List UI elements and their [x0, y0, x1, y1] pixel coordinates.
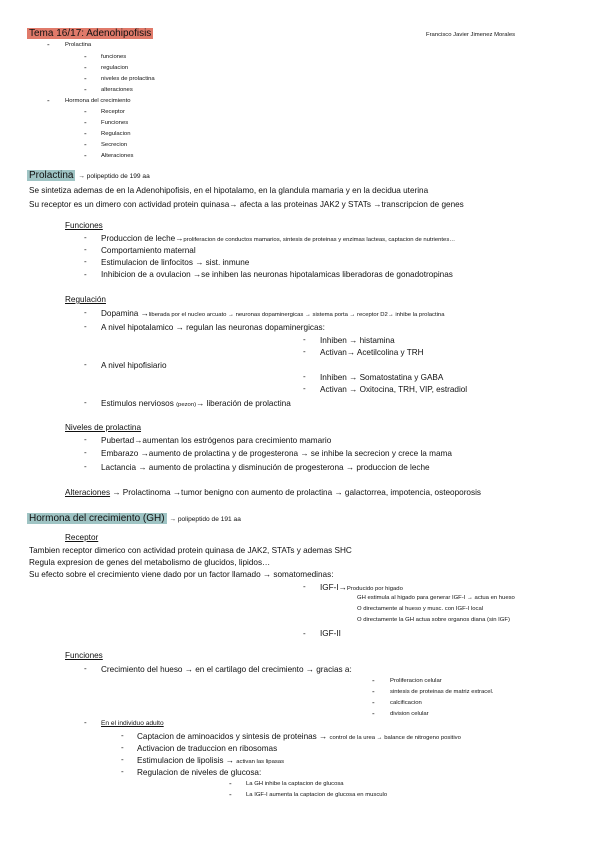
niveles-item: Pubertad→aumentan los estrógenos para crecimiento mamario	[101, 436, 332, 445]
regulacion-subitem: Inhiben → histamina	[320, 336, 395, 345]
funcion-item: Comportamiento maternal	[101, 246, 196, 255]
niveles-heading: Niveles de prolactina	[65, 423, 142, 432]
toc-subitem: alteraciones	[101, 87, 133, 93]
igf1-detail: O directamente al hueso y musc. con IGF-I local	[357, 606, 484, 612]
toc-subitem: Alteraciones	[101, 153, 134, 159]
hueso-subitem: Proliferacion celular	[390, 678, 442, 684]
regulacion-subitem: Inhiben → Somatostatina y GABA	[320, 373, 444, 382]
prolactina-heading: Prolactina → polipeptido de 199 aa	[29, 170, 150, 181]
regulacion-item: A nivel hipotalamico → regulan las neuronas dopaminergicas:	[101, 323, 325, 332]
author-name: Francisco Javier Jimenez Morales	[426, 32, 516, 38]
gh-funcion-item: Crecimiento del hueso → en el cartilago del crecimiento → gracias a:	[101, 665, 352, 674]
alteraciones-line: Alteraciones → Prolactinoma →tumor benigno con aumento de prolactina → galactorrea, impotencia, osteoporosis	[65, 488, 481, 497]
regulacion-item: Estimulos nerviosos (pezon)→ liberación de prolactina	[101, 399, 291, 408]
gh-funciones-heading: Funciones	[65, 651, 103, 660]
adulto-item: Captacion de aminoacidos y sintesis de proteinas → control de la urea → balance de nitrogeno positivo	[137, 732, 461, 741]
igf1-detail: O directamente la GH actua sobre organos diana (sin IGF)	[357, 617, 510, 623]
igf1-item: IGF-I→Producido por higado	[320, 583, 403, 592]
receptor-line-3: Su efecto sobre el crecimiento viene dado por un factor llamado → somatomedinas:	[29, 570, 334, 579]
regulacion-subitem: Activan → Oxitocina, TRH, VIP, estradiol	[320, 385, 468, 394]
prolactina-line-2: Su receptor es un dimero con actividad protein quinasa→ afecta a las proteinas JAK2 y STATs →transcripcion de genes	[29, 200, 464, 209]
toc-item: Hormona del crecimiento	[65, 98, 131, 104]
receptor-heading: Receptor	[65, 533, 99, 542]
funcion-item: Produccion de leche→proliferacion de conductos mamarios, sintesis de proteinas y enzimas lacteas, captacion de nutrientes…	[101, 234, 456, 243]
regulacion-item: A nivel hipofisiario	[101, 361, 167, 370]
toc-subitem: Regulacion	[101, 131, 131, 137]
adulto-item: Regulacion de niveles de glucosa:	[137, 768, 262, 777]
receptor-line-2: Regula expresion de genes del metabolismo de glucidos, lipidos…	[29, 558, 271, 567]
igf2-item: IGF-II	[320, 629, 341, 638]
funciones-heading: Funciones	[65, 221, 103, 230]
adulto-item: Activacion de traduccion en ribosomas	[137, 744, 278, 753]
hueso-subitem: sintesis de proteinas de matriz extracel.	[390, 689, 494, 695]
adulto-item: Estimulacion de lipolisis → activan las lipasas	[137, 756, 285, 765]
gh-heading: Hormona del crecimiento (GH) → polipeptido de 191 aa	[29, 513, 241, 524]
toc-subitem: Funciones	[101, 120, 129, 126]
toc-subitem: niveles de prolactina	[101, 76, 155, 82]
toc-subitem: Secrecion	[101, 142, 128, 148]
page-title: Tema 16/17: Adenohipofisis	[29, 28, 152, 39]
regulacion-item: Dopamina →liberada por el nucleo arcuato → neuronas dopaminergicas → sistema porta → receptor D2→ inhibe la prolactina	[101, 309, 445, 318]
toc-subitem: regulacion	[101, 65, 129, 71]
adulto-heading: En el individuo adulto	[101, 720, 164, 727]
igf1-detail: GH estimula al higado para generar IGF-I → actua en hueso	[357, 595, 515, 601]
toc-subitem: funciones	[101, 54, 127, 60]
funcion-item: Inhibicion de a ovulacion →se inhiben las neuronas hipotalamicas liberadoras de gonadotropinas	[101, 270, 453, 279]
toc-subitem: Receptor	[101, 109, 125, 115]
funcion-item: Estimulacion de linfocitos → sist. inmune	[101, 258, 250, 267]
hueso-subitem: division celular	[390, 711, 429, 717]
glucosa-subitem: La IGF-I aumenta la captacion de glucosa en musculo	[246, 792, 388, 798]
regulacion-heading: Regulación	[65, 295, 106, 304]
regulacion-subitem: Activan→ Acetilcolina y TRH	[320, 348, 424, 357]
prolactina-line-1: Se sintetiza ademas de en la Adenohipofisis, en el hipotalamo, en la glandula mamaria y en la decidua uterina	[29, 186, 429, 195]
glucosa-subitem: La GH inhibe la captacion de glucosa	[246, 781, 344, 787]
toc-item: Prolactina	[65, 42, 92, 48]
niveles-item: Lactancia → aumento de prolactina y disminución de progesterona → produccion de leche	[101, 463, 430, 472]
niveles-item: Embarazo →aumento de prolactina y de progesterona → se inhibe la secrecion y crece la mama	[101, 449, 452, 458]
receptor-line-1: Tambien receptor dimerico con actividad protein quinasa de JAK2, STATs y ademas SHC	[29, 546, 352, 555]
hueso-subitem: calcificacion	[390, 700, 422, 706]
